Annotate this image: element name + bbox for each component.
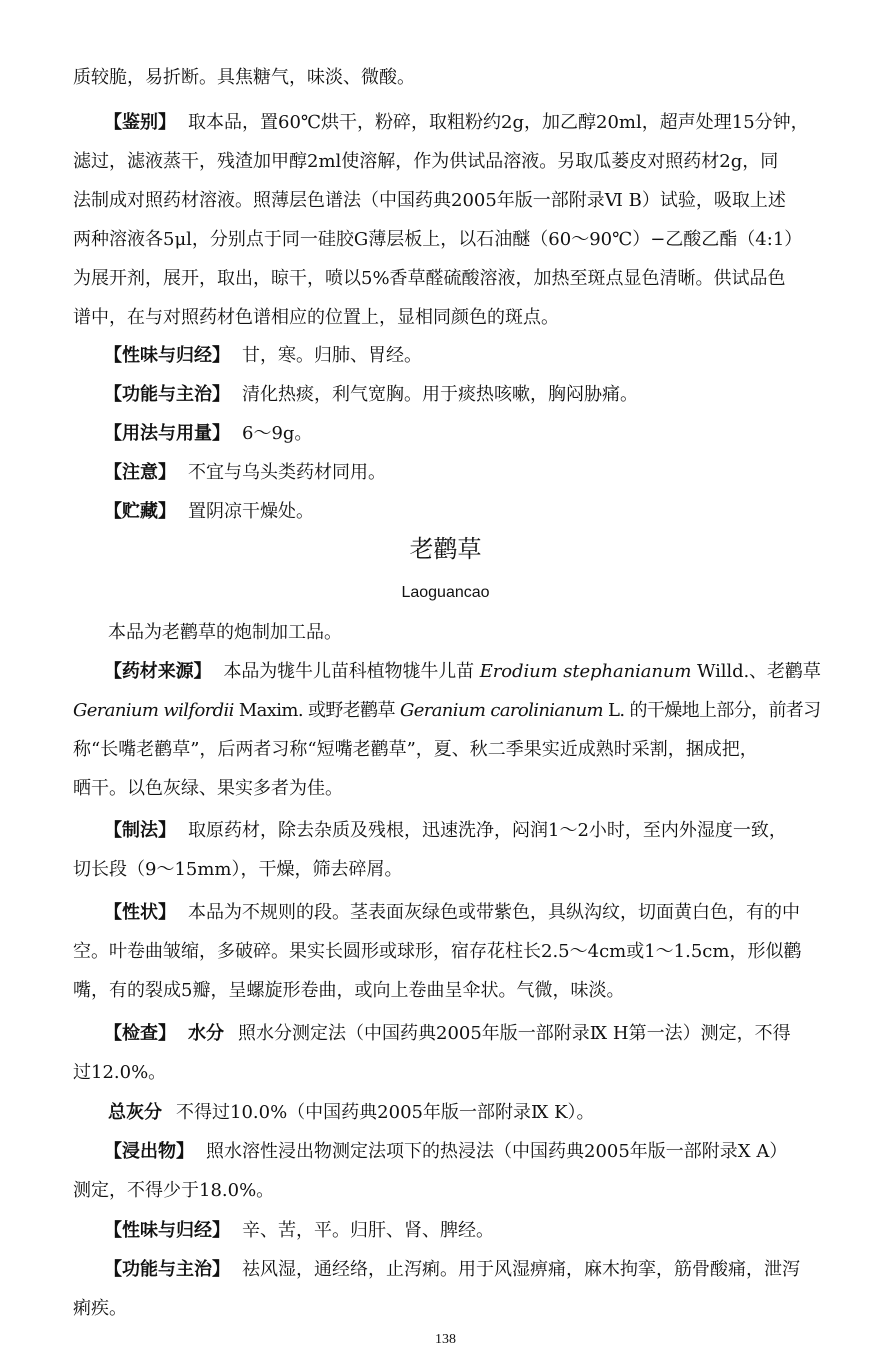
storage-line: 【贮藏】 置阴凉干燥处。 [104, 501, 314, 522]
species-name: Erodium stephanianum [479, 661, 692, 682]
identification-paragraph: 【鉴别】 取本品，置60℃烘干，粉碎，取粗粉约2g，加乙醇20ml，超声处理15分钟， [104, 112, 809, 133]
function-label: 【功能与主治】 [104, 1259, 230, 1280]
taste-meridian-line: 【性味与归经】 辛、苦，平。归肝、肾、脾经。 [104, 1220, 494, 1241]
source-label: 【药材来源】 [104, 661, 212, 682]
taste-meridian-line: 【性味与归经】 甘，寒。归肺、胃经。 [104, 345, 422, 366]
inspection-label: 【检查】 [104, 1023, 176, 1044]
text-line: Geranium wilfordii Maxim. 或野老鹳草 Geranium carolinianum L. 的干燥地上部分，前者习 [73, 700, 821, 721]
entry-title: 老鹳草 [409, 535, 482, 563]
moisture-label: 水分 [188, 1023, 224, 1044]
entry-pinyin: Laoguancao [401, 584, 490, 601]
text-line: 滤过，滤液蒸干，残渣加甲醇2ml使溶解，作为供试品溶液。另取瓜蒌皮对照药材2g，同 [73, 151, 779, 172]
species-name: Geranium carolinianum [399, 700, 603, 721]
text-line: 谱中，在与对照药材色谱相应的位置上，显相同颜色的斑点。 [73, 307, 559, 328]
total-ash-line: 总灰分 不得过10.0%（中国药典2005年版一部附录Ⅸ K）。 [108, 1102, 595, 1123]
text-line: 两种溶液各5μl，分别点于同一硅胶G薄层板上，以石油醚（60～90℃）−乙酸乙酯（4:1） [73, 229, 803, 250]
characteristics-label: 【性状】 [104, 902, 176, 923]
text-line: 空。叶卷曲皱缩，多破碎。果实长圆形或球形，宿存花柱长2.5～4cm或1～1.5cm，形似鹳 [73, 941, 802, 962]
text-line: 法制成对照药材溶液。照薄层色谱法（中国药典2005年版一部附录Ⅵ B）试验，吸取上述 [73, 190, 786, 211]
page-number: 138 [435, 1332, 456, 1347]
source-paragraph: 【药材来源】 本品为牻牛儿苗科植物牻牛儿苗 Erodium stephanianum Willd.、老鹳草 [104, 661, 821, 682]
entry-intro: 本品为老鹳草的炮制加工品。 [108, 622, 342, 643]
characteristics-paragraph: 【性状】 本品为不规则的段。茎表面灰绿色或带紫色，具纵沟纹，切面黄白色，有的中 [104, 902, 800, 923]
text-line: 测定，不得少于18.0%。 [73, 1180, 275, 1201]
total-ash-label: 总灰分 [108, 1102, 162, 1123]
text-line: 切长段（9～15mm），干燥，筛去碎屑。 [73, 859, 403, 880]
extractives-label: 【浸出物】 [104, 1141, 194, 1162]
text-line: 为展开剂，展开，取出，晾干，喷以5%香草醛硫酸溶液，加热至斑点显色清晰。供试品色 [73, 268, 786, 289]
text-line: 痢疾。 [73, 1298, 127, 1319]
usage-line: 【用法与用量】 6～9g。 [104, 423, 313, 444]
caution-label: 【注意】 [104, 462, 176, 483]
caution-line: 【注意】 不宜与乌头类药材同用。 [104, 462, 386, 483]
text-line: 质较脆，易折断。具焦糖气，味淡、微酸。 [73, 67, 415, 88]
usage-label: 【用法与用量】 [104, 423, 230, 444]
taste-meridian-label: 【性味与归经】 [104, 345, 230, 366]
extractives-paragraph: 【浸出物】 照水溶性浸出物测定法项下的热浸法（中国药典2005年版一部附录Ⅹ A） [104, 1141, 788, 1162]
text-line: 晒干。以色灰绿、果实多者为佳。 [73, 778, 343, 799]
processing-label: 【制法】 [104, 820, 176, 841]
text-line: 嘴，有的裂成5瓣，呈螺旋形卷曲，或向上卷曲呈伞状。气微，味淡。 [73, 980, 625, 1001]
processing-paragraph: 【制法】 取原药材，除去杂质及残根，迅速洗净，闷润1～2小时，至内外湿度一致， [104, 820, 787, 841]
taste-meridian-label: 【性味与归经】 [104, 1220, 230, 1241]
function-label: 【功能与主治】 [104, 384, 230, 405]
text-line: 称“长嘴老鹳草”，后两者习称“短嘴老鹳草”，夏、秋二季果实近成熟时采割，捆成把， [73, 739, 758, 760]
function-line: 【功能与主治】 清化热痰，利气宽胸。用于痰热咳嗽，胸闷胁痛。 [104, 384, 638, 405]
storage-label: 【贮藏】 [104, 501, 176, 522]
inspection-paragraph: 【检查】 水分 照水分测定法（中国药典2005年版一部附录Ⅸ H第一法）测定，不得 [104, 1023, 791, 1044]
function-paragraph: 【功能与主治】 祛风湿，通经络，止泻痢。用于风湿痹痛，麻木拘挛，筋骨酸痛，泄泻 [104, 1259, 800, 1280]
text-line: 过12.0%。 [73, 1062, 167, 1083]
identification-label: 【鉴别】 [104, 112, 176, 133]
species-name: Geranium wilfordii [73, 700, 234, 721]
